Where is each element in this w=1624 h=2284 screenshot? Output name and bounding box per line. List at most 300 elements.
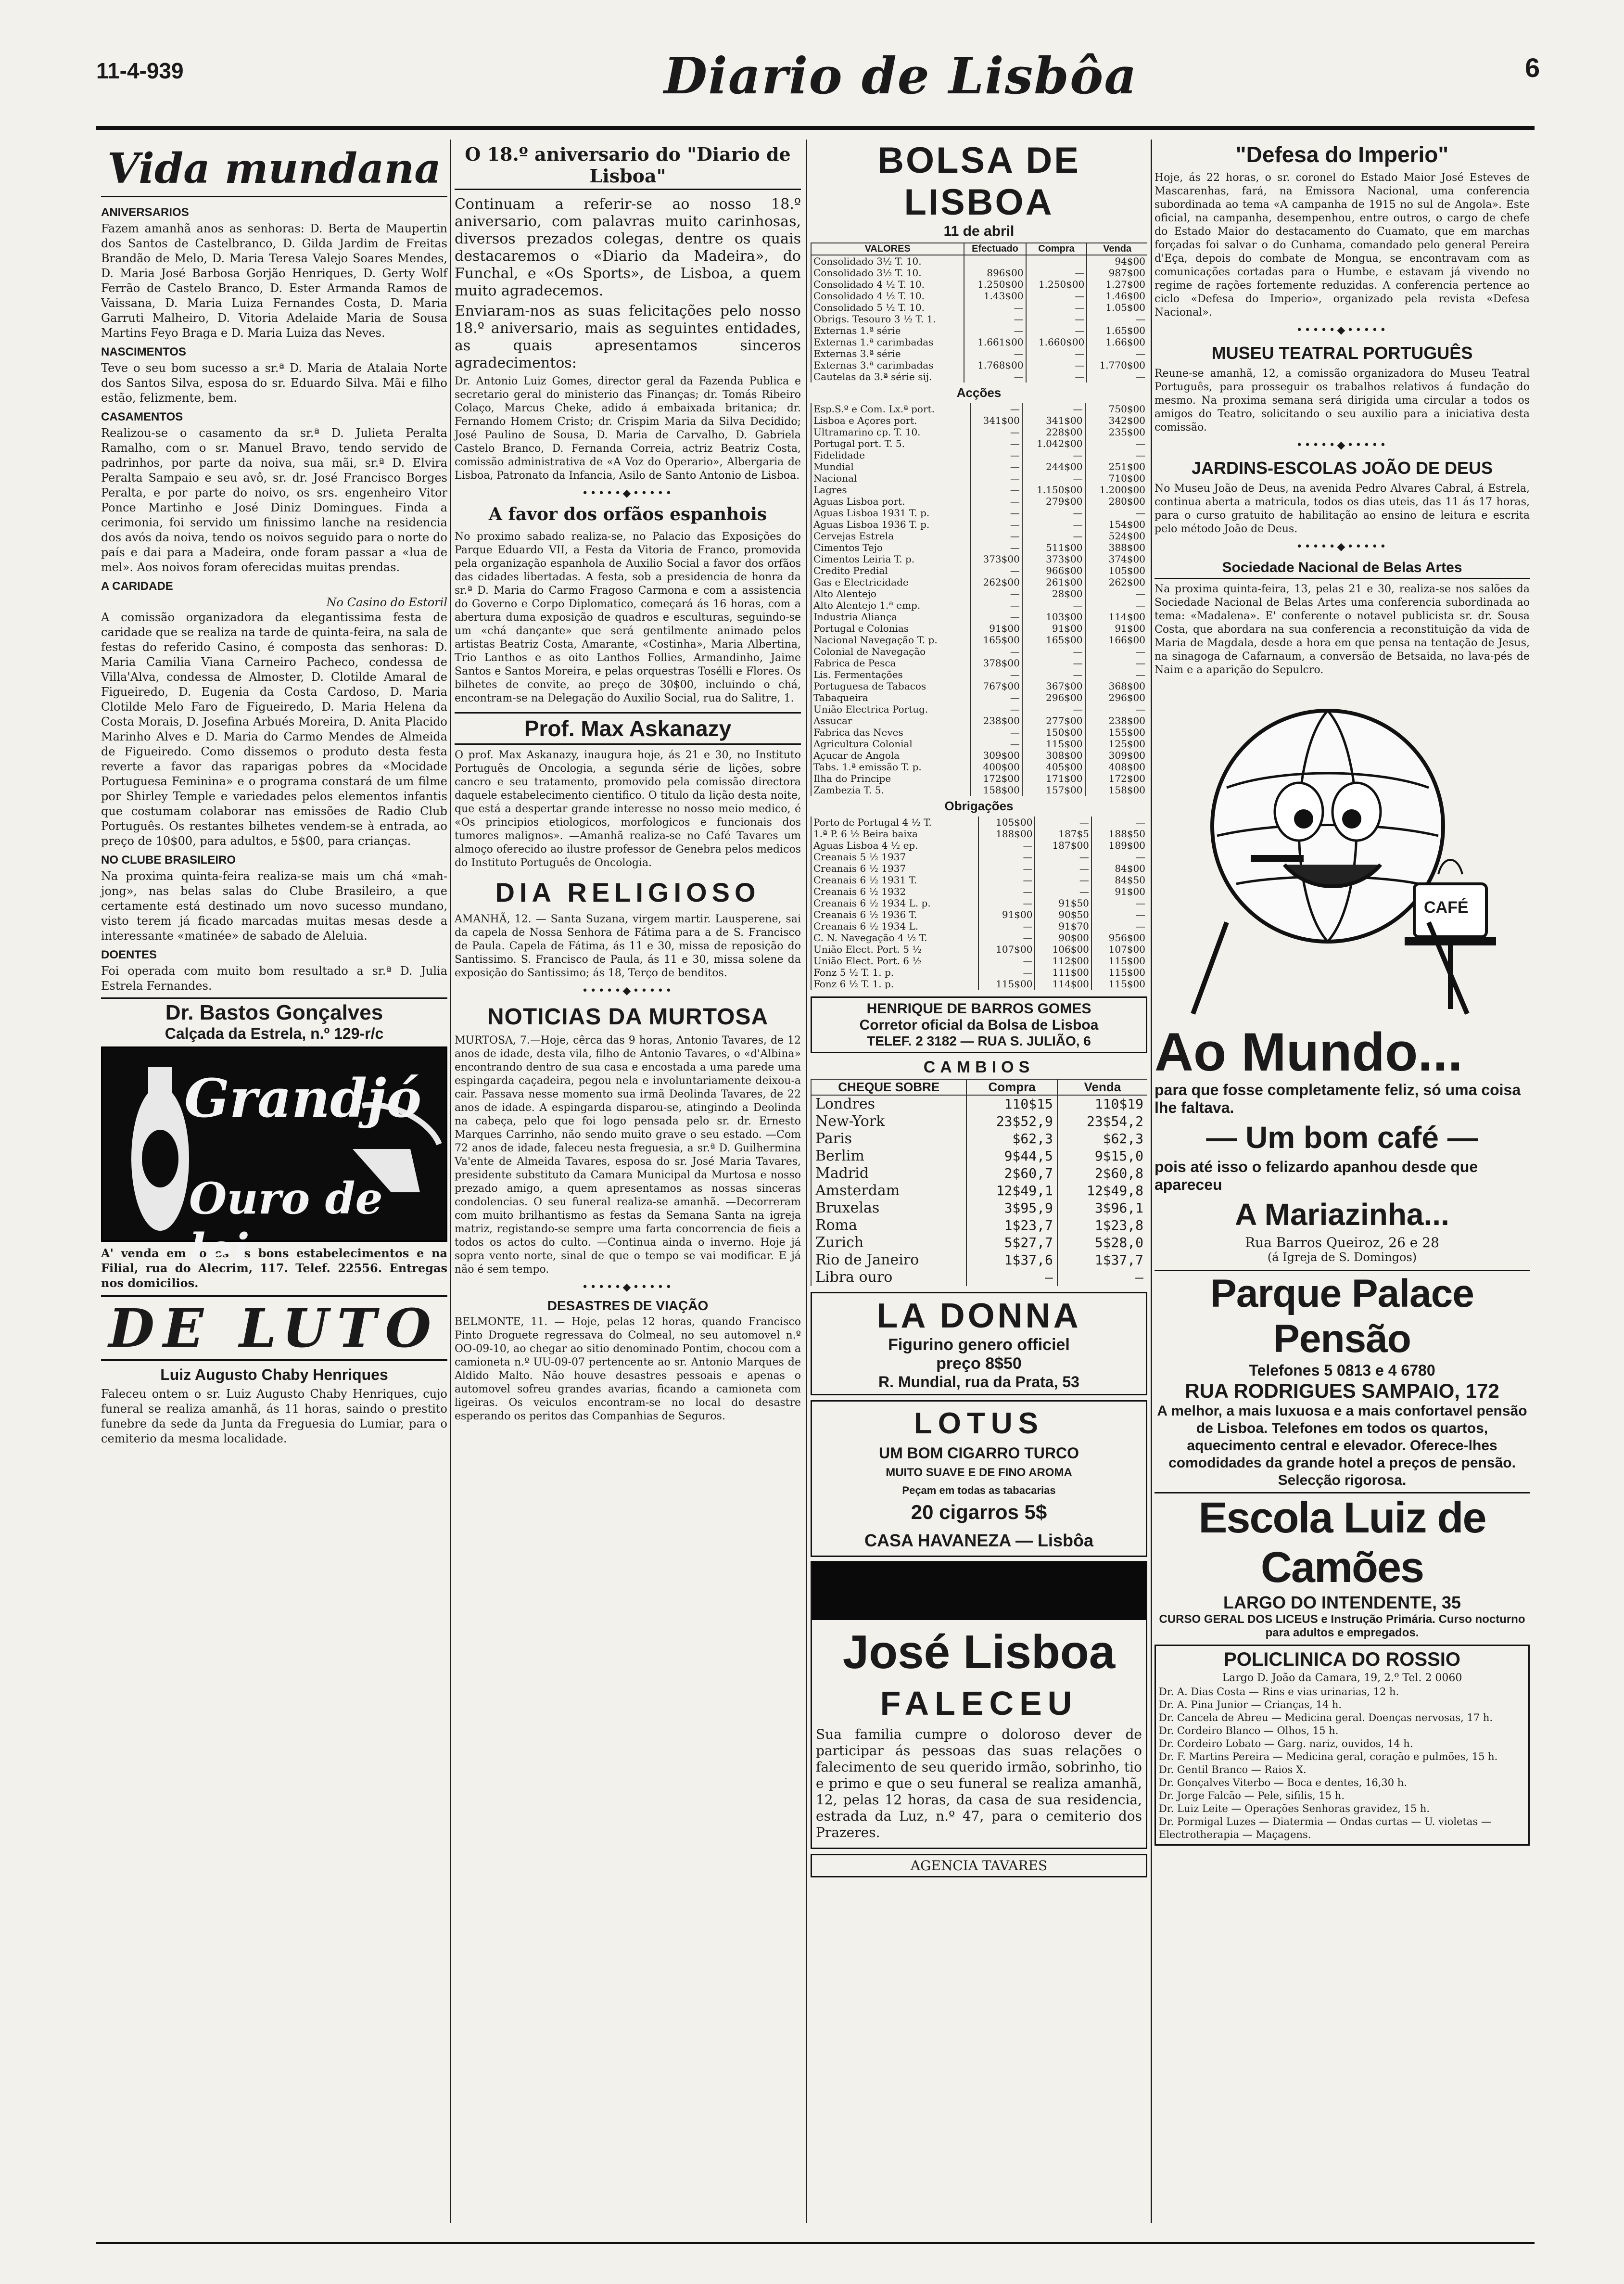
black-band xyxy=(812,1562,1146,1620)
row-value: — xyxy=(1087,348,1147,359)
row-value: 2$60,7 xyxy=(966,1165,1057,1182)
masthead-date: 11-4-939 xyxy=(96,58,184,83)
row-value: — xyxy=(964,302,1026,313)
parque-title: Parque Palace Pensão xyxy=(1210,1272,1474,1361)
row-value: 750$00 xyxy=(1085,403,1147,415)
belas-artes-title: Sociedade Nacional de Belas Artes xyxy=(1155,560,1530,579)
row-label: Fabrica das Neves xyxy=(811,727,971,738)
page-number: 6 xyxy=(1525,52,1540,83)
row-value: 277$00 xyxy=(1022,715,1085,727)
row-value: 5$27,7 xyxy=(966,1234,1057,1251)
row-value: — xyxy=(1026,359,1087,371)
lotus-line: MUITO SUAVE E DE FINO AROMA xyxy=(886,1466,1072,1479)
row-value: 114$00 xyxy=(1085,611,1147,623)
row-value: 1$23,7 xyxy=(966,1217,1057,1234)
orfaos-title: A favor dos orfãos espanhois xyxy=(488,504,767,524)
row-value: — xyxy=(971,438,1022,449)
row-label: Alto Alentejo 1.ª emp. xyxy=(811,600,971,611)
row-value: — xyxy=(971,472,1022,484)
table-row xyxy=(811,576,1147,588)
row-value: — xyxy=(1022,657,1085,669)
row-value: — xyxy=(1035,874,1091,886)
row-label: Roma xyxy=(811,1217,966,1234)
agencia-tavares: AGENCIA TAVARES xyxy=(811,1854,1147,1877)
row-value: — xyxy=(978,840,1035,851)
row-value: 374$00 xyxy=(1085,553,1147,565)
row-label: C. N. Navegação 4 ½ T. xyxy=(811,932,978,944)
row-value: 23$52,9 xyxy=(966,1113,1057,1130)
la-donna-address: R. Mundial, rua da Prata, 53 xyxy=(878,1373,1079,1391)
globe-cartoon xyxy=(1155,682,1530,1019)
table-row xyxy=(811,886,1147,897)
row-value: — xyxy=(1022,472,1085,484)
table-row xyxy=(811,1095,1147,1113)
row-label: Creanais 6 ½ 1936 T. xyxy=(811,909,978,920)
row-value: 105$00 xyxy=(978,817,1035,828)
row-value: 767$00 xyxy=(971,680,1022,692)
article-text: Teve o seu bom sucesso a sr.ª D. Maria de Atalaia Norte dos Santos Silva, esposa do sr. Eduardo Silva. Mãi e filho estão, felizmente, bem. xyxy=(101,361,447,405)
row-value: 158$00 xyxy=(1085,784,1147,796)
row-label: Madrid xyxy=(811,1165,966,1182)
row-value: — xyxy=(1085,588,1147,600)
row-value: — xyxy=(1085,507,1147,519)
obituary-name: Luiz Augusto Chaby Henriques xyxy=(160,1366,388,1383)
row-value: 244$00 xyxy=(1022,461,1085,472)
masthead-rule xyxy=(96,126,1535,130)
table-row xyxy=(811,784,1147,796)
table-row xyxy=(811,1130,1147,1148)
table-row xyxy=(811,840,1147,851)
table-row xyxy=(811,359,1147,371)
table-row xyxy=(811,484,1147,496)
table-header: Venda xyxy=(1087,243,1147,255)
row-value: — xyxy=(1026,348,1087,359)
row-value: 1.05$00 xyxy=(1087,302,1147,313)
row-label: Credito Predial xyxy=(811,565,971,576)
row-label: Zambezia T. 5. xyxy=(811,784,971,796)
table-row xyxy=(811,336,1147,348)
row-value: 158$00 xyxy=(971,784,1022,796)
mariazinha-address: Rua Barros Queiroz, 26 e 28 xyxy=(1245,1235,1439,1250)
row-value: 172$00 xyxy=(1085,773,1147,784)
row-value: 251$00 xyxy=(1085,461,1147,472)
table-row xyxy=(811,530,1147,542)
row-value: 373$00 xyxy=(971,553,1022,565)
row-value: — xyxy=(1085,600,1147,611)
table-row xyxy=(811,750,1147,761)
row-value: 157$00 xyxy=(1022,784,1085,796)
article-text: O prof. Max Askanazy, inaugura hoje, ás 21 e 30, no Instituto Português de Oncologia, a segunda série de lições, sobre cancro e seu tratamento, promovido pela comissão directora daquele estabelecimento cientifico. O titulo da lição desta noite, que está a despertar grande interesse no nosso meio medico, é «Os principios etiologicos, morfologicos e funcionais dos tumores malignos». —Amanhã realiza-se no Café Tavares um almoço oferecido ao ilustre professor de Genebra pelos medicos do Instituto Português de Oncologia. xyxy=(455,749,801,869)
row-value: — xyxy=(971,496,1022,507)
row-value: — xyxy=(1026,302,1087,313)
row-value: 987$00 xyxy=(1087,267,1147,279)
row-value: 28$00 xyxy=(1022,588,1085,600)
row-value: 341$00 xyxy=(1022,415,1085,426)
row-value: 408$00 xyxy=(1085,761,1147,773)
row-label: Fidelidade xyxy=(811,449,971,461)
row-value: — xyxy=(978,874,1035,886)
table-row xyxy=(811,1217,1147,1234)
ornament-divider: •••••◆••••• xyxy=(1296,541,1388,553)
table-row xyxy=(811,255,1147,267)
table-row xyxy=(811,646,1147,657)
table-row xyxy=(811,680,1147,692)
column-1 xyxy=(101,140,447,1449)
vida-mundana-title: Vida mundana xyxy=(101,144,447,197)
ornament-divider: •••••◆••••• xyxy=(1296,324,1388,336)
table-row xyxy=(811,1148,1147,1165)
row-value: — xyxy=(978,920,1035,932)
column-3 xyxy=(811,140,1147,1882)
doctor-entry: Dr. F. Martins Pereira — Medicina geral, coração e pulmões, 15 h. xyxy=(1159,1751,1498,1762)
row-value: 12$49,1 xyxy=(966,1182,1057,1199)
anniversary-title: O 18.º aniversario do "Diario de Lisboa" xyxy=(455,143,801,190)
row-value: 23$54,2 xyxy=(1057,1113,1147,1130)
row-value: 91$00 xyxy=(1091,886,1147,897)
row-value: 106$00 xyxy=(1035,944,1091,955)
table-header: Compra xyxy=(1026,243,1087,255)
row-value: — xyxy=(1026,267,1087,279)
row-label: Tabaqueira xyxy=(811,692,971,703)
doctor-list xyxy=(1159,1685,1525,1841)
obituary-text: Faleceu ontem o sr. Luiz Augusto Chaby Henriques, cujo funeral se realiza amanhã, ás 11 horas, saindo o prestito funebre da sede da Junta da Freguesia do Lumiar, para o cemiterio da mesma localidade. xyxy=(101,1387,447,1445)
gomes-ad xyxy=(811,996,1147,1053)
article-text: Dr. Antonio Luiz Gomes, director geral da Fazenda Publica e secretario geral do ministerio das Finanças; dr. Tomás Ribeiro Colaço, Marcus Cheke, adido á embaixada britanica; dr. Fernando Homem Cristo; dr. Crispim Maria da Silva Decidido; José Paulino de Sousa, D. Maria de Carvalho, D. Gabriela Castelo Branco, D. Fernanda Correia, actriz Beatriz Costa, comissão administrativa de «A Voz do Operario», Albergaria de Lisboa, Patronato da Infancia, Asilo de Santo Antonio de Lisboa. xyxy=(455,375,801,482)
table-header: Venda xyxy=(1057,1079,1147,1095)
row-label: Nacional Navegação T. p. xyxy=(811,634,971,646)
row-value: — xyxy=(971,600,1022,611)
section-heading: CASAMENTOS xyxy=(101,410,183,423)
row-value: — xyxy=(971,727,1022,738)
row-value: 188$50 xyxy=(1091,828,1147,840)
row-label: Libra ouro xyxy=(811,1269,966,1286)
row-value: 91$00 xyxy=(1022,623,1085,634)
parque-ad xyxy=(1155,1270,1530,1489)
row-label: Externas 3.ª série xyxy=(811,348,964,359)
row-value: 1.46$00 xyxy=(1087,290,1147,302)
row-value: — xyxy=(978,851,1035,863)
table-row xyxy=(811,611,1147,623)
row-value: 1.27$00 xyxy=(1087,279,1147,290)
section-heading: DOENTES xyxy=(101,948,157,961)
row-value: — xyxy=(971,738,1022,750)
row-value: 405$00 xyxy=(1022,761,1085,773)
row-value: 373$00 xyxy=(1022,553,1085,565)
row-value: 1$37,7 xyxy=(1057,1251,1147,1269)
row-value: 261$00 xyxy=(1022,576,1085,588)
row-label: Londres xyxy=(811,1095,966,1113)
row-label: Aguas Lisboa 4 ½ ep. xyxy=(811,840,978,851)
row-value: 115$00 xyxy=(1091,978,1147,990)
row-value: 262$00 xyxy=(971,576,1022,588)
row-label: Assucar xyxy=(811,715,971,727)
row-value: 1.250$00 xyxy=(964,279,1026,290)
row-value: — xyxy=(1091,817,1147,828)
obrigacoes-heading: Obrigações xyxy=(944,799,1014,813)
lotus-line: UM BOM CIGARRO TURCO xyxy=(879,1444,1079,1462)
row-value: 107$00 xyxy=(1091,944,1147,955)
row-label: Creanais 6 ½ 1934 L. p. xyxy=(811,897,978,909)
row-value: 966$00 xyxy=(1022,565,1085,576)
row-value: 309$00 xyxy=(971,750,1022,761)
row-label: Amsterdam xyxy=(811,1182,966,1199)
table-row xyxy=(811,449,1147,461)
row-label: Ultramarino cp. T. 10. xyxy=(811,426,971,438)
row-label: Obrigs. Tesouro 3 ½ T. 1. xyxy=(811,313,964,325)
row-value: — xyxy=(1085,438,1147,449)
row-value: 155$00 xyxy=(1085,727,1147,738)
bolsa-date: 11 de abril xyxy=(943,223,1015,239)
table-row xyxy=(811,542,1147,553)
row-value: 400$00 xyxy=(971,761,1022,773)
row-value: — xyxy=(1087,371,1147,383)
row-value: — xyxy=(1022,530,1085,542)
table-row xyxy=(811,588,1147,600)
masthead-title: Diario de Lisbôa xyxy=(664,46,1138,105)
row-value: — xyxy=(1022,646,1085,657)
row-value: — xyxy=(1091,897,1147,909)
grandjo-text: A' venda em todos os bons estabelecimentos e na Filial, rua do Alecrim, 117. Telef. 22556. Entregas nos domicilios. xyxy=(101,1246,447,1290)
table-row xyxy=(811,897,1147,909)
row-label: Cervejas Estrela xyxy=(811,530,971,542)
table-row xyxy=(811,290,1147,302)
row-label: Creanais 6 ½ 1931 T. xyxy=(811,874,978,886)
row-label: Cimentos Tejo xyxy=(811,542,971,553)
table-header: Efectuado xyxy=(964,243,1026,255)
row-value: 956$00 xyxy=(1091,932,1147,944)
doctor-entry: Dr. Gonçalves Viterbo — Boca e dentes, 16,30 h. xyxy=(1159,1777,1407,1788)
row-value: 308$00 xyxy=(1022,750,1085,761)
bom-cafe-line: — Um bom café — xyxy=(1206,1120,1478,1155)
row-value: 171$00 xyxy=(1022,773,1085,784)
la-donna-price: preço 8$50 xyxy=(936,1354,1022,1373)
row-value: 189$00 xyxy=(1091,840,1147,851)
table-row xyxy=(811,426,1147,438)
obrigacoes-table xyxy=(811,817,1147,990)
mariazinha-name: A Mariazinha... xyxy=(1235,1197,1449,1232)
row-value: 115$00 xyxy=(978,978,1035,990)
row-label: Nacional xyxy=(811,472,971,484)
row-label: Externas 3.ª carimbadas xyxy=(811,359,964,371)
row-value: 896$00 xyxy=(964,267,1026,279)
row-label: Tabs. 1.ª emissão T. p. xyxy=(811,761,971,773)
ornament-divider: •••••◆••••• xyxy=(582,1281,674,1293)
table-row xyxy=(811,874,1147,886)
table-row xyxy=(811,738,1147,750)
row-value: — xyxy=(964,313,1026,325)
row-value: — xyxy=(978,932,1035,944)
article-text: Continuam a referir-se ao nosso 18.º aniversario, com palavras muito carinhosas, diversos prezados colegas, dentre os quais destacaremos o «Diario da Madeira», do Funchal, e «Os Sports», de Lisboa, a quem muito agradecemos. xyxy=(455,196,801,299)
row-label: Aguas Lisboa 1936 T. p. xyxy=(811,519,971,530)
row-label: Consolidado 5 ½ T. 10. xyxy=(811,302,964,313)
doctor-entry: Dr. Pormigal Luzes — Diatermia — Ondas curtas — U. violetas — Electrotherapia — Maçagens. xyxy=(1159,1816,1491,1840)
row-value: 1.66$00 xyxy=(1087,336,1147,348)
row-value: — xyxy=(1022,703,1085,715)
gomes-name: HENRIQUE DE BARROS GOMES xyxy=(866,1001,1091,1017)
row-value: 115$00 xyxy=(1091,955,1147,967)
accoes-heading: Acções xyxy=(956,385,1002,400)
article-text: Na proxima quinta-feira, 13, pelas 21 e 30, realiza-se nos salões da Sociedade Nacional de Belas Artes uma conferencia subordinada ao tema: «Madalena». E' conferente o notavel publicista sr. dr. Sousa Costa, que abordara na sua conferencia a reconstituição da vida de Maria de Magdala, desde a hora em que pensa na tentação de Jesus, na sinagoga de Cafarnaum, a conversão de Betsaida, no lava-pés de Naim e a aparição do Sepulcro. xyxy=(1155,583,1530,676)
row-label: Portugal e Colonias xyxy=(811,623,971,634)
table-row xyxy=(811,669,1147,680)
row-value: — xyxy=(1035,817,1091,828)
article-text: No proximo sabado realiza-se, no Palacio das Exposições do Parque Eduardo VII, a Festa da Vitoria de Franco, promovida pela organização espanhola de Auxilio Social a favor dos orfãos das cidades libertadas. A festa, sob a presidencia de honra da sr.ª D. Maria do Carmo Fragoso Carmona e com a assistencia do Governo e Corpo Diplomatico, começará ás 16 horas, com a abertura duma exposição de quadros e esculturas, seguindo-se um «chá dançante» que será gentilmente animado pelos artistas Beatriz Costa, Amarante, «Costinha», Maria Albertina, Trio Lanthos e as oito Lanthos Follies, Armandinho, Jaime Santos e Santos Moreira, e pelas orquestras Tosélli e Flores. Os bilhetes de convite, ao preço de 30$00, incluindo o chá, encontram-se na Delegação do Auxilio Social, rua do Salitre, 1. xyxy=(455,531,801,704)
lotus-title: LOTUS xyxy=(914,1407,1044,1440)
lotus-line: Peçam em todas as tabacarias xyxy=(902,1484,1056,1496)
row-label: Zurich xyxy=(811,1234,966,1251)
bastos-ad xyxy=(101,997,447,1043)
row-label: União Electrica Portug. xyxy=(811,703,971,715)
policlinica-address: Largo D. João da Camara, 19, 2.º Tel. 2 0060 xyxy=(1222,1672,1462,1684)
row-value: 1.042$00 xyxy=(1022,438,1085,449)
row-value: — xyxy=(1087,313,1147,325)
row-value: — xyxy=(964,348,1026,359)
row-label: Portuguesa de Tabacos xyxy=(811,680,971,692)
table-row xyxy=(811,634,1147,646)
table-row xyxy=(811,565,1147,576)
row-value: 368$00 xyxy=(1085,680,1147,692)
row-value: 165$00 xyxy=(1022,634,1085,646)
row-label: Porto de Portugal 4 ½ T. xyxy=(811,817,978,828)
table-row xyxy=(811,438,1147,449)
table-header: CHEQUE SOBRE xyxy=(811,1079,966,1095)
row-label: Lisboa e Açores port. xyxy=(811,415,971,426)
table-row xyxy=(811,623,1147,634)
table-row xyxy=(811,302,1147,313)
row-label: Lagres xyxy=(811,484,971,496)
doctor-entry: Dr. Cordeiro Lobato — Garg. nariz, ouvidos, 14 h. xyxy=(1159,1738,1413,1749)
row-value: — xyxy=(971,565,1022,576)
row-value: 3$96,1 xyxy=(1057,1199,1147,1217)
table-row xyxy=(811,828,1147,840)
doctor-entry: Dr. A. Dias Costa — Rins e vias urinarias, 12 h. xyxy=(1159,1686,1399,1697)
row-value: — xyxy=(1085,449,1147,461)
row-value: 1.65$00 xyxy=(1087,325,1147,336)
ornament-divider: •••••◆••••• xyxy=(582,487,674,499)
table-row xyxy=(811,978,1147,990)
row-value: 3$95,9 xyxy=(966,1199,1057,1217)
row-value: 9$15,0 xyxy=(1057,1148,1147,1165)
row-label: Fonz 5 ½ T. 1. p. xyxy=(811,967,978,978)
table-row xyxy=(811,371,1147,383)
row-value: 1.150$00 xyxy=(1022,484,1085,496)
jose-lisboa-name: José Lisboa xyxy=(842,1625,1116,1678)
row-label: Bruxelas xyxy=(811,1199,966,1217)
table-row xyxy=(811,932,1147,944)
row-value: 12$49,8 xyxy=(1057,1182,1147,1199)
row-value: 280$00 xyxy=(1085,496,1147,507)
row-value: — xyxy=(978,897,1035,909)
row-label: União Elect. Port. 5 ½ xyxy=(811,944,978,955)
ornament-divider: •••••◆••••• xyxy=(582,985,674,997)
table-row xyxy=(811,1165,1147,1182)
row-value: — xyxy=(978,863,1035,874)
row-label: New-York xyxy=(811,1113,966,1130)
row-value: 235$00 xyxy=(1085,426,1147,438)
row-value: 5$28,0 xyxy=(1057,1234,1147,1251)
row-value: 309$00 xyxy=(1085,750,1147,761)
row-value: 91$00 xyxy=(978,909,1035,920)
row-value: — xyxy=(1022,669,1085,680)
table-row xyxy=(811,348,1147,359)
row-value: — xyxy=(1085,669,1147,680)
row-label: Lis. Fermentações xyxy=(811,669,971,680)
mariazinha-note: (á Igreja de S. Domingos) xyxy=(1267,1250,1417,1264)
row-value: — xyxy=(1026,290,1087,302)
mundo-text: para que fosse completamente feliz, só uma coisa lhe faltava. xyxy=(1155,1081,1521,1116)
row-value: 342$00 xyxy=(1085,415,1147,426)
viacao-title: DESASTRES DE VIAÇÃO xyxy=(547,1298,709,1313)
gomes-address: TELEF. 2 3182 — RUA S. JULIÃO, 6 xyxy=(867,1034,1091,1048)
row-value: 125$00 xyxy=(1085,738,1147,750)
row-label: Colonial de Navegação xyxy=(811,646,971,657)
row-value: 228$00 xyxy=(1022,426,1085,438)
la-donna-ad xyxy=(811,1292,1147,1395)
row-label: Consolidado 4 ½ T. 10. xyxy=(811,290,964,302)
lotus-ad xyxy=(811,1400,1147,1557)
section-heading: NO CLUBE BRASILEIRO xyxy=(101,854,236,867)
row-value: 341$00 xyxy=(971,415,1022,426)
row-label: Esp.S.º e Com. Lx.ª port. xyxy=(811,403,971,415)
table-row xyxy=(811,1113,1147,1130)
row-value: 1.250$00 xyxy=(1026,279,1087,290)
article-text: MURTOSA, 7.—Hoje, cêrca das 9 horas, Antonio Tavares, de 12 anos de idade, desta vila, filho de Antonio Tavares, o «d'Albina» encontrando dentro de sua casa e encostada a uma parede uma espingarda caçadeira, pegou nela e involuntariamente deixou-a cair. Passava nesse momento sua irmã Deolinda Tavares, de 22 anos de idade. A espingarda disparou-se, atingindo a Deolinda na cabeça, pelo que foi logo pensada pelo sr. dr. Ernesto Marques Carrinho, não sendo muito grave o seu estado. —Com 72 anos de idade, faleceu nesta freguesia, a sr.ª D. Guilhermina Va'ente de Almeida Tavares, esposa do sr. José Maria Tavares, presidente substituto da Camara Municipal da Murtosa e nosso prezado amigo, a quem apresentamos as nossas sinceras condolencias. O seu funeral realiza-se amanhã. —Decorreram com muito brilhantismo as festas da Semana Santa na igreja matriz, registando-se sempre uma farta concorrencia de fieis a todos os actos do culto. —Continua ainda o inverno. Hoje já sopra vento norte, sinal de que o tempo se vai modificar. E já não é sem tempo. xyxy=(455,1034,801,1276)
ornament-divider: •••••◆••••• xyxy=(1296,439,1388,451)
table-row xyxy=(811,1234,1147,1251)
table-row xyxy=(811,1199,1147,1217)
escola-text: CURSO GERAL DOS LICEUS e Instrução Primária. Curso nocturno para adultos e empregados. xyxy=(1159,1613,1525,1639)
parque-text: A melhor, a mais luxuosa e a mais confortavel pensão de Lisboa. Telefones em todos os quartos, aquecimento central e elevador. Oferece-lhes comodidades da grande hotel a preços de pensão. Selecção rigorosa. xyxy=(1157,1403,1527,1488)
row-value: — xyxy=(971,484,1022,496)
row-value: $62,3 xyxy=(1057,1130,1147,1148)
row-value: — xyxy=(1035,863,1091,874)
parque-address: RUA RODRIGUES SAMPAIO, 172 xyxy=(1185,1379,1499,1402)
de-luto-title: DE LUTO xyxy=(101,1295,447,1361)
table-row xyxy=(811,863,1147,874)
la-donna-title: LA DONNA xyxy=(876,1297,1081,1335)
doctor-entry: Dr. A. Pina Junior — Crianças, 14 h. xyxy=(1159,1699,1342,1710)
row-label: Aguas Lisboa port. xyxy=(811,496,971,507)
row-value: 238$00 xyxy=(1085,715,1147,727)
table-row xyxy=(811,817,1147,828)
table-row xyxy=(811,325,1147,336)
row-value: 107$00 xyxy=(978,944,1035,955)
row-value: 105$00 xyxy=(1085,565,1147,576)
ao-mundo-title: Ao Mundo... xyxy=(1155,1022,1463,1082)
article-text: Fazem amanhã anos as senhoras: D. Berta de Maupertin dos Santos de Castelbranco, D. Gilda Jardim de Freitas Brandão de Melo, D. Maria Teresa Valejo Soares Mendes, D. Maria José Barbosa Gorjão Henriques, D. Gerty Wolf Ferrão de Castelo Branco, D. Ester Armanda Ramos de Vaissana, D. Maria Luiza Fernandes Costa, D. Maria Garruti Malheiro, D. Vitoria Adelaide Maria de Sousa Martins Feyo Braga e D. Maria Luiza das Neves. xyxy=(101,222,447,340)
policlinica-ad xyxy=(1155,1645,1530,1846)
cafe-label: CAFÉ xyxy=(1424,898,1469,917)
table-row xyxy=(811,1182,1147,1199)
article-text: Foi operada com muito bom resultado a sr.ª D. Julia Estrela Fernandes. xyxy=(101,964,447,993)
row-value: 154$00 xyxy=(1085,519,1147,530)
article-text: Realizou-se o casamento da sr.ª D. Julieta Peralta Ramalho, com o sr. Manuel Bravo, tendo servido de padrinhos, por parte da noiva, sua mãi, sr.ª D. Elvira Peralta Sampaio e seu avô, sr. dr. José Francisco Borges Peralta, e por parte do noivo, os srs. engenheiro Vitor Ponce Martinho e José Diniz Domingues. Finda a cerimonia, foi servido um finissimo lanche na residencia dos avós da noiva, tendo os noivos seguido para o norte do país e dai para a Madeira, onde foram passar a «lua de mel». Aos noivos foram oferecidas muitas prendas. xyxy=(101,426,447,574)
article-text: BELMONTE, 11. — Hoje, pelas 12 horas, quando Francisco Pinto Droguete regressava do Colmeal, no seu automovel n.º OO-09-10, ao chegar ao sitio denominado Pontim, chocou com a camioneta n.º UU-09-07 pertencente ao sr. Antonio Marques de Aldido Malto. Não houve desastres pessoais e apenas o automovel sofreu grandes avarias, ficando a camioneta com ligeiras. Os veiculos encontram-se no local do desastre esperando os peritos das Companhias de Seguros. xyxy=(455,1316,801,1422)
table-row xyxy=(811,403,1147,415)
bolsa-table xyxy=(811,242,1147,383)
column-4 xyxy=(1155,140,1530,1850)
table-row xyxy=(811,313,1147,325)
row-value: 110$15 xyxy=(966,1095,1057,1113)
row-value: — xyxy=(1022,519,1085,530)
row-value: — xyxy=(1091,920,1147,932)
row-value: — xyxy=(971,426,1022,438)
table-row xyxy=(811,472,1147,484)
table-row xyxy=(811,851,1147,863)
row-value: — xyxy=(971,403,1022,415)
table-row xyxy=(811,415,1147,426)
table-row xyxy=(811,279,1147,290)
